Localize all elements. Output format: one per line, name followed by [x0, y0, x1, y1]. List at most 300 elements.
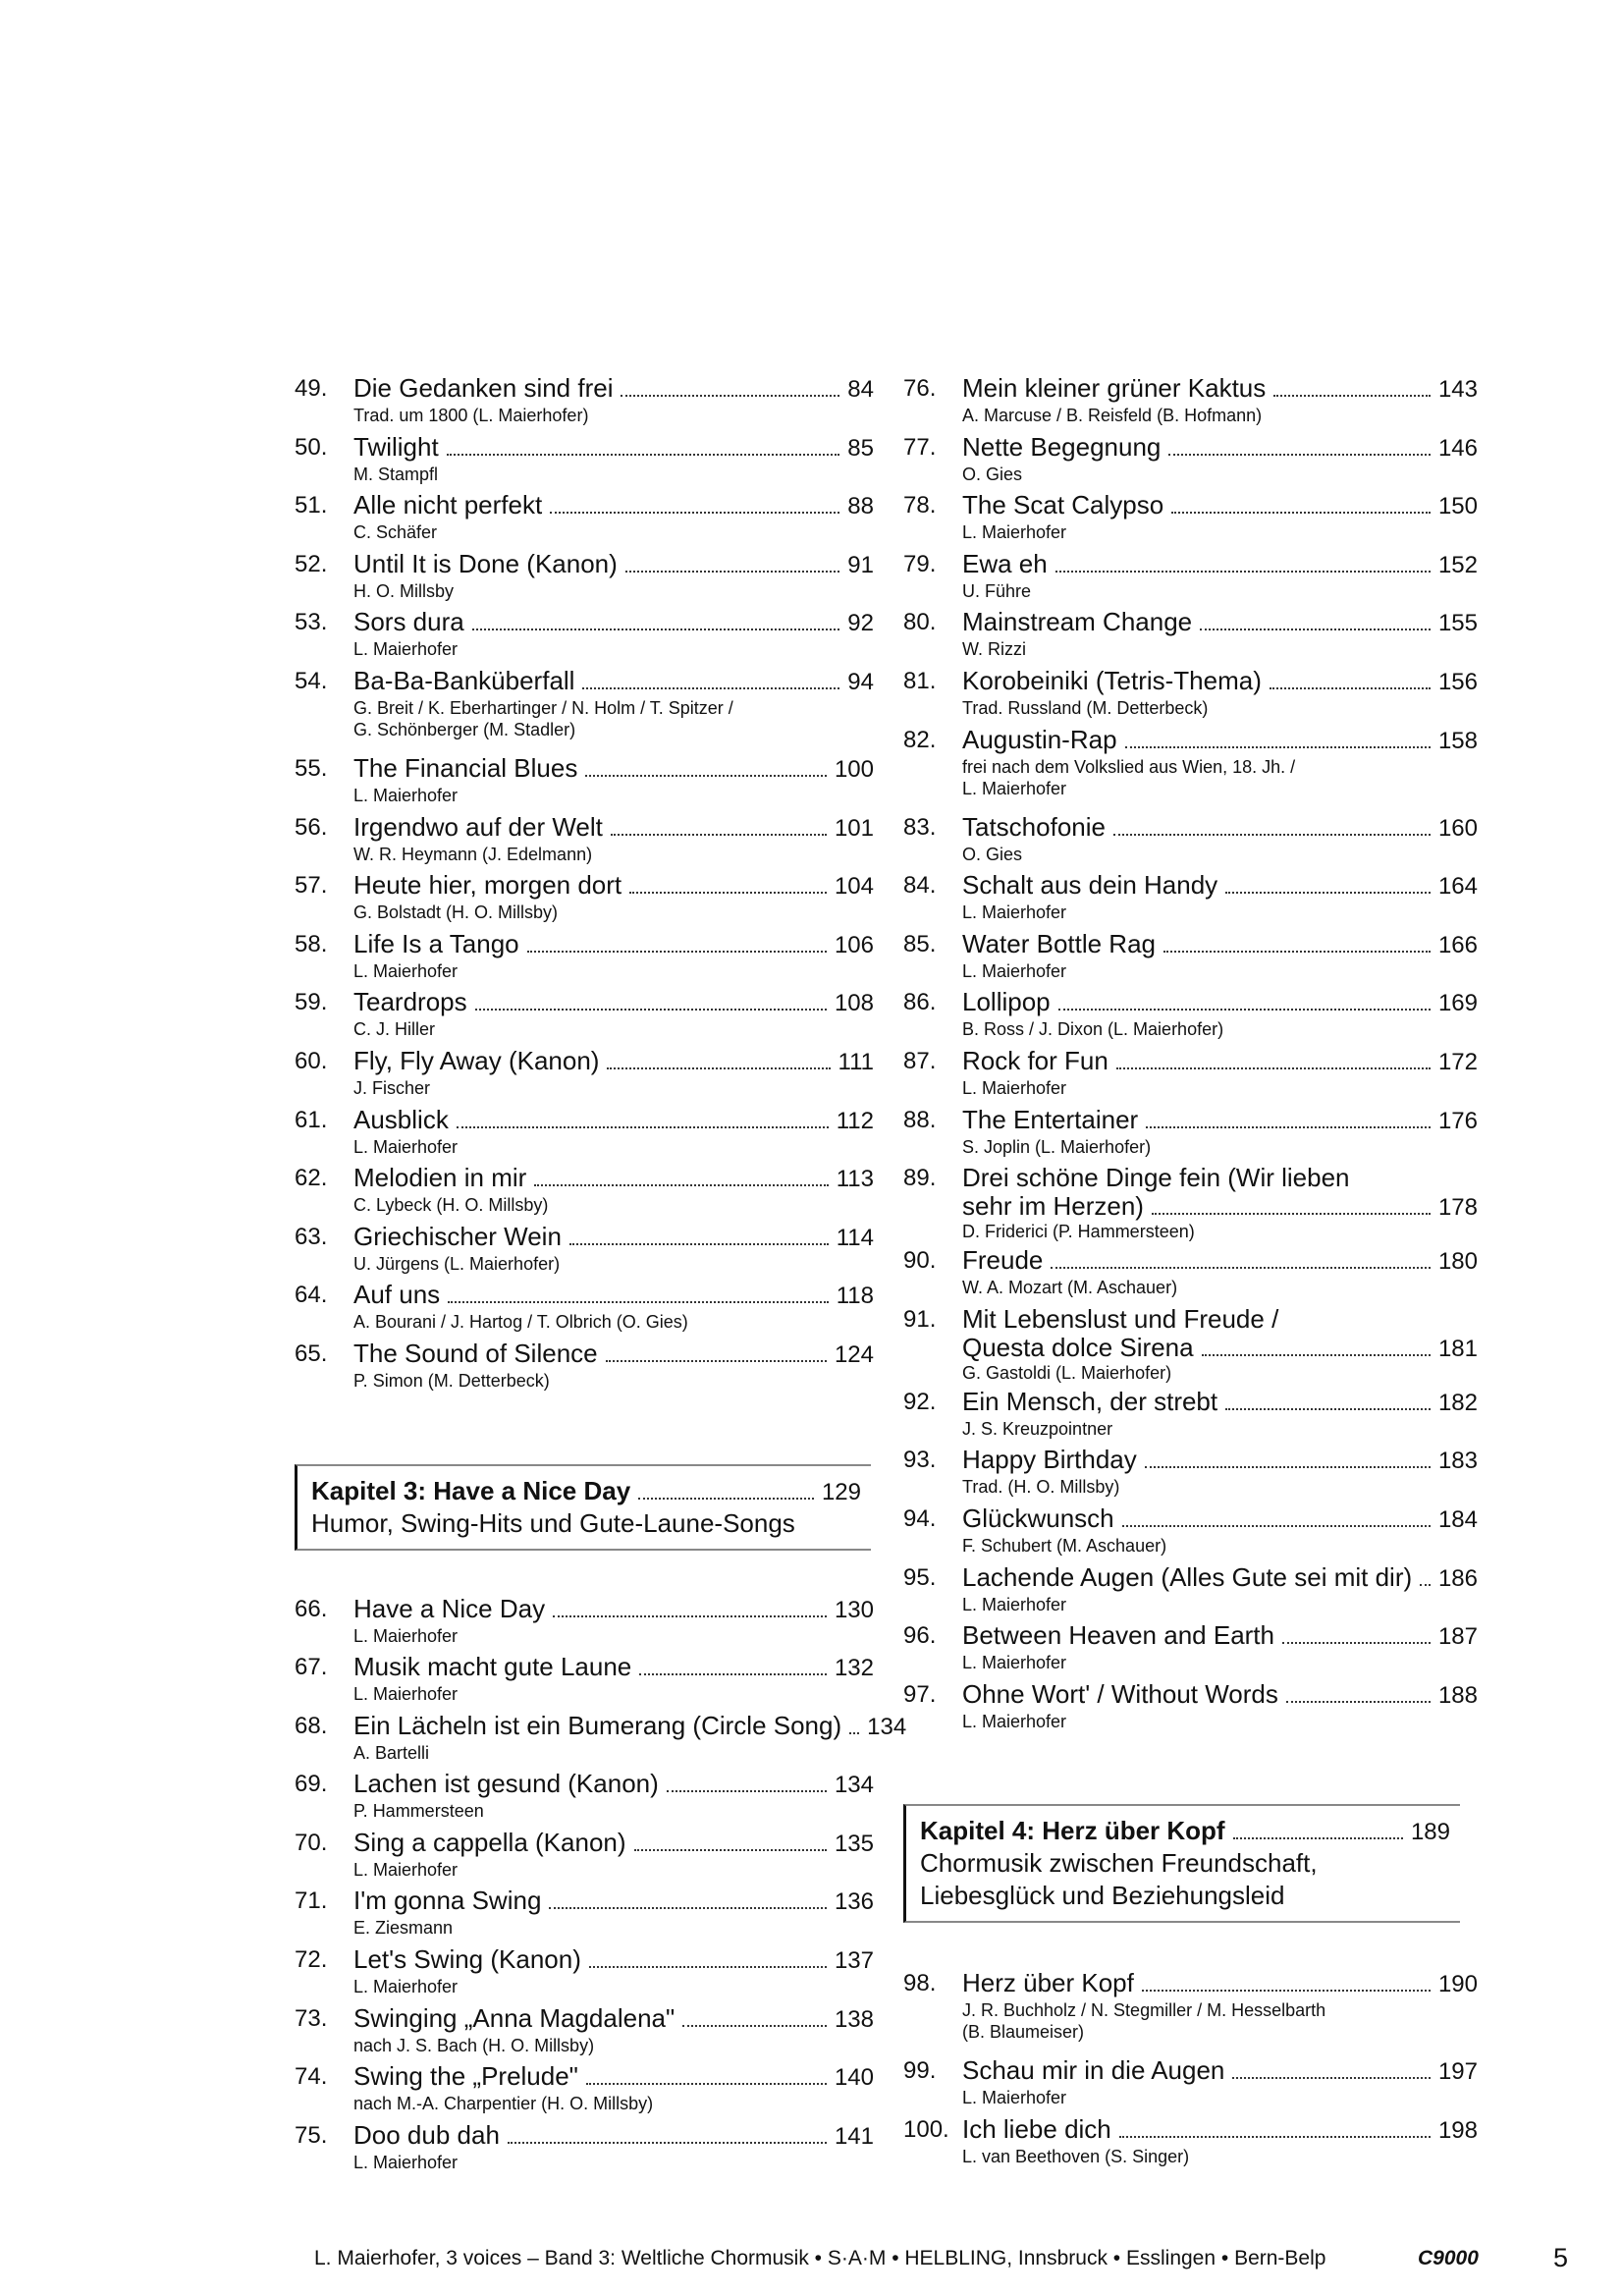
entry-page: 91: [847, 551, 874, 578]
entry-number: 84.: [903, 872, 937, 900]
toc-entry: [903, 721, 1478, 808]
entry-title: Tatschofonie: [962, 811, 1106, 842]
credit-line: L. Maierhofer: [962, 1594, 1067, 1614]
credit-line: O. Gies: [962, 464, 1023, 484]
entry-page: 114: [836, 1224, 874, 1251]
entry-line: [353, 1769, 874, 1799]
entry-number: 65.: [295, 1339, 328, 1367]
entry-title: Sors dura: [353, 607, 464, 637]
entry-page: 84: [847, 376, 874, 403]
toc-entry: [295, 866, 874, 925]
entry-page: 130: [834, 1596, 874, 1623]
toc-entry: [295, 1707, 907, 1766]
entry-line: [353, 1222, 874, 1252]
entry-title: Sing a cappella (Kanon): [353, 1827, 626, 1857]
entry-line: [353, 373, 874, 404]
entry-line: [353, 1105, 874, 1135]
entry-page: 186: [1437, 1564, 1478, 1592]
entry-page: 172: [1437, 1048, 1478, 1075]
entry-page: 85: [847, 434, 874, 462]
leader-dots: [1116, 1067, 1431, 1069]
leader-dots: [1122, 1525, 1431, 1527]
entry-credit: [962, 960, 1066, 982]
entry-number: 94.: [903, 1504, 937, 1532]
credit-line: H. O. Millsby: [353, 580, 455, 601]
toc-entry: [295, 2116, 874, 2175]
entry-credit: [353, 1742, 429, 1764]
entry-title: Griechischer Wein: [353, 1221, 562, 1251]
credit-line: U. Führe: [962, 580, 1032, 601]
credit-line: W. Rizzi: [962, 639, 1026, 660]
entry-number: 82.: [903, 726, 937, 753]
leader-dots: [585, 775, 827, 777]
entry-title: Rock for Fun: [962, 1045, 1108, 1075]
entry-line: [962, 666, 1478, 696]
entry-number: 66.: [295, 1595, 328, 1622]
entry-page: 197: [1437, 2058, 1478, 2086]
entry-line: [353, 2003, 874, 2034]
entry-credit: [353, 1077, 430, 1099]
credit-line: B. Ross / J. Dixon (L. Maierhofer): [962, 1019, 1224, 1040]
entry-title: Ein Lächeln ist ein Bumerang (Circle Song): [353, 1710, 842, 1740]
entry-credit: [962, 405, 1262, 426]
entry-credit: [353, 1800, 484, 1822]
credit-line: J. S. Kreuzpointner: [962, 1418, 1113, 1439]
entry-line: [962, 1245, 1478, 1276]
credit-line: L. Maierhofer: [962, 2088, 1067, 2108]
entry-page: 106: [834, 931, 874, 958]
credit-line: L. van Beethoven (S. Singer): [962, 2146, 1190, 2166]
entry-number: 78.: [903, 492, 937, 519]
entry-line: [353, 987, 874, 1017]
entry-credit: [353, 580, 454, 602]
credit-line: A. Bourani / J. Hartog / T. Olbrich (O. Gies): [353, 1312, 688, 1333]
entry-line: [962, 549, 1478, 579]
entry-line: [962, 987, 1478, 1017]
entry-number: 69.: [295, 1771, 328, 1798]
entry-line: [353, 929, 874, 959]
entry-number: 85.: [903, 930, 937, 957]
entry-page: 188: [1437, 1681, 1478, 1709]
entry-line: [962, 870, 1478, 901]
credit-line: L. Maierhofer: [962, 960, 1067, 981]
entry-title: Twilight: [353, 431, 439, 462]
entry-title: Ein Mensch, der strebt: [962, 1386, 1218, 1416]
entry-page: 88: [847, 493, 874, 520]
toc-entry: [903, 1500, 1478, 1558]
toc-entry: [903, 1101, 1478, 1160]
entry-page: 135: [834, 1830, 874, 1857]
entry-line: [353, 1944, 874, 1975]
toc-list: [903, 369, 1478, 1733]
credit-line: Trad. (H. O. Millsby): [962, 1477, 1120, 1498]
credit-line: A. Bartelli: [353, 1742, 430, 1763]
entry-credit: [962, 1711, 1066, 1732]
leader-dots: [639, 1673, 827, 1675]
entry-title: Alle nicht perfekt: [353, 490, 543, 520]
leader-dots: [629, 892, 827, 894]
entry-line: [353, 607, 874, 637]
entry-credit: [353, 1253, 560, 1275]
entry-line: [962, 1105, 1478, 1135]
entry-page: 140: [834, 2064, 874, 2092]
credit-line: L. Maierhofer: [962, 1077, 1067, 1098]
entry-page: 187: [1437, 1623, 1478, 1651]
credit-line: L. Maierhofer: [353, 1136, 459, 1157]
entry-page: 104: [834, 873, 874, 901]
entry-credit: [353, 1136, 458, 1158]
leader-dots: [1420, 1584, 1431, 1586]
toc-entry: [295, 1159, 874, 1218]
toc-entry: [903, 2051, 1478, 2110]
credit-line: E. Ziesmann: [353, 1918, 454, 1939]
entry-credit: [353, 405, 588, 426]
entry-page: 100: [834, 755, 874, 783]
chapter-heading: [295, 1464, 871, 1551]
entry-page: 150: [1437, 493, 1478, 520]
entry-number: 99.: [903, 2057, 937, 2085]
credit-line: G. Breit / K. Eberhartinger / N. Holm / T. Spitzer /: [353, 697, 733, 718]
leader-dots: [1225, 1408, 1431, 1410]
footer-code: C9000: [1418, 2247, 1479, 2269]
chapter-subtitle: Liebesglück und Beziehungsleid: [920, 1881, 1285, 1911]
toc-entry: [903, 1159, 1478, 1241]
entry-number: 56.: [295, 813, 328, 841]
entry-credit: [962, 1535, 1166, 1557]
toc-entry: [295, 983, 874, 1042]
leader-dots: [1273, 395, 1431, 397]
entry-number: 73.: [295, 2004, 328, 2032]
leader-dots: [534, 1184, 828, 1186]
entry-page: 111: [838, 1048, 874, 1075]
entry-number: 54.: [295, 667, 328, 694]
entry-title: Nette Begegnung: [962, 431, 1162, 462]
entry-title: Swing the „Prelude": [353, 2061, 578, 2092]
toc-entry: [903, 1300, 1478, 1383]
entry-title: Water Bottle Rag: [962, 928, 1157, 958]
entry-line: [962, 2055, 1478, 2086]
entry-line: [353, 1046, 874, 1076]
entry-credit: [962, 2146, 1189, 2167]
entry-page: 92: [847, 610, 874, 637]
entry-number: 89.: [903, 1165, 937, 1192]
toc-entry: [295, 808, 874, 867]
leader-dots: [475, 1009, 827, 1011]
entry-number: 95.: [903, 1563, 937, 1591]
toc-entry: [903, 1616, 1478, 1675]
entry-number: 62.: [295, 1165, 328, 1192]
entry-page: 166: [1437, 931, 1478, 958]
entry-number: 83.: [903, 813, 937, 841]
entry-credit: [962, 1277, 1177, 1298]
entry-title: Doo dub dah: [353, 2119, 500, 2150]
toc-entry: [295, 2057, 874, 2116]
entry-credit: [353, 2152, 458, 2173]
entry-page: 141: [834, 2122, 874, 2150]
entry-line: [962, 1445, 1478, 1475]
chapter-title: Kapitel 4: Herz über Kopf: [920, 1816, 1225, 1846]
toc-column-right: [903, 369, 1478, 2168]
entry-line: [962, 1191, 1478, 1222]
entry-number: 53.: [295, 609, 328, 636]
entry-credit: [353, 464, 438, 485]
toc-entry: [903, 1441, 1478, 1500]
leader-dots: [1113, 834, 1431, 836]
entry-line: [353, 1163, 874, 1193]
entry-credit: [353, 1917, 453, 1939]
toc-list: [903, 1964, 1478, 2168]
entry-title: Glückwunsch: [962, 1503, 1114, 1533]
leader-dots: [607, 1067, 830, 1069]
entry-credit: [962, 1652, 1066, 1673]
entry-number: 80.: [903, 609, 937, 636]
entry-line: [962, 725, 1478, 755]
entry-title: Freude: [962, 1245, 1044, 1276]
entry-line: [353, 1710, 907, 1741]
entry-credit: [353, 902, 558, 923]
entry-number: 86.: [903, 989, 937, 1016]
entry-number: 76.: [903, 375, 937, 402]
credit-line: L. Maierhofer: [353, 2152, 459, 2172]
entry-title: Melodien in mir: [353, 1163, 527, 1193]
entry-credit: [962, 638, 1026, 660]
credit-line: L. Maierhofer: [962, 1711, 1067, 1731]
entry-number: 79.: [903, 550, 937, 577]
leader-dots: [457, 1126, 829, 1128]
entry-line: [353, 1828, 874, 1858]
entry-number: 49.: [295, 375, 328, 402]
entry-number: 97.: [903, 1680, 937, 1708]
entry-credit: [353, 1625, 458, 1647]
toc-entry: [295, 603, 874, 662]
entry-title: Herz über Kopf: [962, 1968, 1134, 1998]
toc-list: [295, 1590, 907, 2175]
entry-line: [962, 2114, 1478, 2145]
entry-title: Drei schöne Dinge fein (Wir lieben: [962, 1163, 1350, 1193]
toc-entry: [903, 2110, 1478, 2169]
entry-title: The Financial Blues: [353, 752, 578, 783]
leader-dots: [1152, 1213, 1431, 1215]
toc-entry: [903, 1558, 1478, 1617]
leader-dots: [667, 1790, 827, 1792]
entry-page: 184: [1437, 1505, 1478, 1533]
entry-title: Irgendwo auf der Welt: [353, 811, 603, 842]
chapter-page: 189: [1410, 1819, 1450, 1846]
toc-entry: [903, 1042, 1478, 1101]
entry-title: Ich liebe dich: [962, 2113, 1111, 2144]
entry-title: The Entertainer: [962, 1104, 1139, 1134]
entry-page: 160: [1437, 814, 1478, 842]
leader-dots: [1225, 892, 1431, 894]
credit-line: L. Maierhofer: [962, 778, 1067, 798]
credit-line: L. Maierhofer: [353, 1625, 459, 1646]
entry-credit: [962, 580, 1031, 602]
entry-page: 137: [834, 1947, 874, 1975]
credit-line: G. Schönberger (M. Stadler): [353, 719, 576, 739]
entry-number: 74.: [295, 2063, 328, 2091]
entry-page: 108: [834, 990, 874, 1017]
entry-credit: [353, 2093, 653, 2114]
credit-line: P. Simon (M. Detterbeck): [353, 1370, 550, 1391]
leader-dots: [611, 834, 827, 836]
entry-title: Happy Birthday: [962, 1445, 1137, 1475]
entry-line: [353, 1886, 874, 1916]
entry-title: Ewa eh: [962, 548, 1048, 578]
toc-entry: [903, 808, 1478, 867]
entry-line: [962, 1333, 1478, 1363]
toc-entry: [295, 1101, 874, 1160]
leader-dots: [589, 1966, 827, 1968]
entry-page: 178: [1437, 1194, 1478, 1222]
leader-dots: [1270, 687, 1431, 689]
leader-dots: [508, 2142, 827, 2144]
entry-line: [353, 432, 874, 463]
leader-dots: [682, 2025, 827, 2027]
credit-line: (B. Blaumeiser): [962, 2022, 1085, 2043]
credit-line: L. Maierhofer: [962, 902, 1067, 923]
entry-number: 52.: [295, 550, 328, 577]
entry-credit: [962, 1077, 1066, 1099]
entry-title: Musik macht gute Laune: [353, 1652, 632, 1682]
toc-entry: [295, 1999, 874, 2058]
leader-dots: [472, 629, 840, 630]
entry-page: 158: [1437, 727, 1478, 754]
entry-line: [962, 1046, 1478, 1076]
leader-dots: [1200, 629, 1431, 630]
entry-page: 155: [1437, 610, 1478, 637]
entry-title: Die Gedanken sind frei: [353, 373, 614, 403]
leader-dots: [1119, 2136, 1431, 2138]
toc-entry: [903, 983, 1478, 1042]
entry-credit: [962, 1999, 1325, 2043]
entry-page: 94: [847, 668, 874, 695]
entry-title: Swinging „Anna Magdalena": [353, 2002, 676, 2033]
entry-page: 156: [1437, 668, 1478, 695]
credit-line: Trad. um 1800 (L. Maierhofer): [353, 406, 589, 425]
entry-number: 60.: [295, 1047, 328, 1074]
toc-entry: [295, 925, 874, 984]
entry-credit: D. Friderici (P. Hammersteen): [962, 1222, 1195, 1242]
credit-line: O. Gies: [962, 844, 1023, 864]
entry-page: 134: [867, 1713, 907, 1740]
entry-title: Ba-Ba-Banküberfall: [353, 665, 575, 695]
entry-line: [962, 373, 1478, 404]
leader-dots: [1058, 1009, 1431, 1011]
leader-dots: [1282, 1642, 1431, 1644]
credit-line: C. Schäfer: [353, 522, 438, 543]
entry-line: [962, 812, 1478, 843]
entry-title: The Sound of Silence: [353, 1338, 598, 1368]
credit-line: L. Maierhofer: [353, 1977, 459, 1997]
toc-entry: [295, 545, 874, 604]
entry-number: 61.: [295, 1106, 328, 1133]
credit-line: C. J. Hiller: [353, 1019, 436, 1040]
leader-dots: [1125, 746, 1431, 748]
entry-page: 146: [1437, 434, 1478, 462]
entry-credit: [353, 1311, 688, 1333]
credit-line: J. R. Buchholz / N. Stegmiller / M. Hesselbarth: [962, 2000, 1326, 2021]
leader-dots: [1286, 1701, 1431, 1703]
entry-credit: [962, 521, 1066, 543]
entry-number: 90.: [903, 1247, 937, 1275]
chapter-subtitle: Chormusik zwischen Freundschaft,: [920, 1848, 1318, 1879]
entry-page: 152: [1437, 551, 1478, 578]
entry-title: Mit Lebenslust und Freude /: [962, 1303, 1279, 1334]
entry-credit: [962, 1018, 1223, 1040]
leader-dots: [550, 512, 839, 514]
toc-entry: [903, 369, 1478, 428]
entry-line: [962, 929, 1478, 959]
entry-line: [962, 1562, 1478, 1593]
entry-credit: [353, 1018, 435, 1040]
chapter-title: Kapitel 3: Have a Nice Day: [311, 1475, 631, 1505]
toc-entry: [903, 866, 1478, 925]
entry-credit: [353, 1370, 550, 1392]
entry-credit: G. Gastoldi (L. Maierhofer): [962, 1362, 1172, 1383]
entry-title: Life Is a Tango: [353, 928, 519, 958]
credit-line: W. A. Mozart (M. Aschauer): [962, 1278, 1178, 1298]
leader-dots: [582, 687, 839, 689]
page-number: 5: [1553, 2243, 1569, 2272]
credit-line: L. Maierhofer: [353, 960, 459, 981]
entry-page: 138: [834, 2005, 874, 2033]
entry-title: Ausblick: [353, 1104, 449, 1134]
entry-page: 118: [836, 1283, 874, 1310]
entry-line: [353, 2120, 874, 2151]
entry-page: 169: [1437, 990, 1478, 1017]
credit-line: A. Marcuse / B. Reisfeld (B. Hofmann): [962, 406, 1263, 425]
credit-line: L. Maierhofer: [353, 1684, 459, 1705]
entry-number: 55.: [295, 754, 328, 782]
entry-title: Teardrops: [353, 987, 467, 1017]
toc-entry: [903, 1964, 1478, 2051]
leader-dots: [1145, 1466, 1431, 1468]
leader-dots: [549, 1907, 827, 1909]
entry-credit: [353, 2035, 594, 2056]
credit-line: F. Schubert (M. Aschauer): [962, 1535, 1167, 1556]
entry-page: 164: [1437, 873, 1478, 901]
toc-entry: [295, 662, 874, 749]
footer-text: L. Maierhofer, 3 voices – Band 3: Weltliche Chormusik • S·A·M • HELBLING, Innsbruck • Esslingen • Bern-Belp: [314, 2247, 1326, 2269]
leader-dots: [1055, 571, 1431, 573]
entry-line: [962, 1968, 1478, 1998]
toc-entry: [903, 662, 1478, 721]
entry-line: [353, 1339, 874, 1369]
toc-entry: [295, 1276, 874, 1335]
entry-number: 91.: [903, 1305, 937, 1333]
credit-line: Trad. Russland (M. Detterbeck): [962, 697, 1209, 718]
entry-title: Mein kleiner grüner Kaktus: [962, 373, 1267, 403]
entry-line: [353, 870, 874, 901]
entry-line: [962, 607, 1478, 637]
entry-line: [962, 490, 1478, 520]
entry-title: Fly, Fly Away (Kanon): [353, 1045, 600, 1075]
entry-credit: [962, 1476, 1119, 1498]
leader-dots: [1233, 1837, 1403, 1839]
entry-title: Schau mir in die Augen: [962, 2055, 1225, 2086]
entry-number: 71.: [295, 1887, 328, 1915]
credit-line: P. Hammersteen: [353, 1801, 484, 1822]
entry-number: 50.: [295, 433, 328, 461]
credit-line: L. Maierhofer: [353, 639, 459, 660]
entry-number: 81.: [903, 667, 937, 694]
entry-number: 77.: [903, 433, 937, 461]
entry-title: Heute hier, morgen dort: [353, 870, 622, 901]
leader-dots: [638, 1498, 814, 1500]
credit-line: nach M.-A. Charpentier (H. O. Millsby): [353, 2094, 654, 2114]
entry-title: Between Heaven and Earth: [962, 1620, 1274, 1651]
leader-dots: [1202, 1354, 1431, 1356]
